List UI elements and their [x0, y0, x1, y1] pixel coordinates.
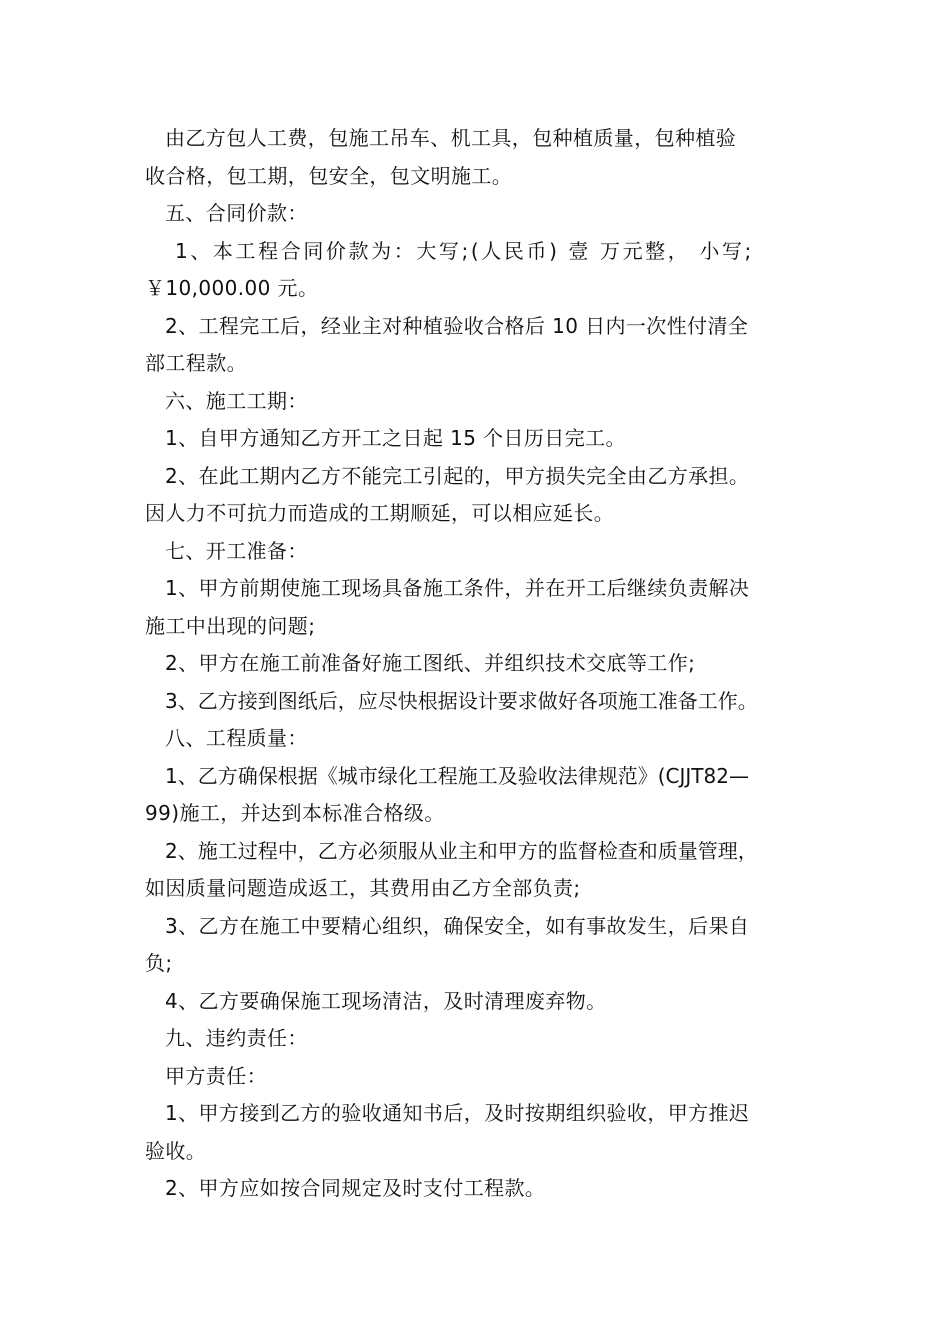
text-line: ￥10,000.00 元。	[145, 276, 319, 300]
text-line: 4、乙方要确保施工现场清洁，及时清理废弃物。	[165, 988, 607, 1013]
text-line: 3、乙方接到图纸后，应尽快根据设计要求做好各项施工准备工作。	[165, 688, 758, 713]
section-heading-liability: 九、违约责任：	[165, 1026, 308, 1050]
text-line: 收合格，包工期，包安全，包文明施工。	[145, 163, 513, 188]
subheading-party-a-responsibility: 甲方责任：	[165, 1063, 267, 1088]
section-heading-contract-price: 五、合同价款：	[165, 201, 308, 225]
text-line: 2、甲方应如按合同规定及时支付工程款。	[165, 1176, 546, 1200]
text-line: 如因质量问题造成返工，其费用由乙方全部负责;	[145, 876, 581, 900]
text-line: 由乙方包人工费，包施工吊车、机工具，包种植质量，包种植验	[165, 126, 737, 150]
text-line: 1、甲方接到乙方的验收通知书后，及时按期组织验收，甲方推迟	[165, 1101, 750, 1125]
section-heading-construction-period: 六、施工工期：	[165, 388, 308, 413]
text-line: 负;	[145, 951, 173, 975]
section-heading-quality: 八、工程质量：	[165, 726, 308, 750]
text-line: 2、工程完工后，经业主对种植验收合格后 10 日内一次性付清全	[165, 313, 749, 338]
text-line: 2、施工过程中，乙方必须服从业主和甲方的监督检查和质量管理，	[165, 838, 758, 863]
text-line: 99)施工，并达到本标准合格级。	[145, 801, 445, 825]
text-line: 部工程款。	[145, 351, 247, 375]
text-line: 1、甲方前期使施工现场具备施工条件，并在开工后继续负责解决	[165, 576, 750, 600]
document-body	[145, 120, 810, 1208]
text-line: 1、本工程合同价款为：大写;(人民币) 壹 万元整， 小写;	[175, 238, 754, 263]
text-line: 施工中出现的问题;	[145, 613, 316, 638]
section-heading-preparation: 七、开工准备：	[165, 538, 308, 563]
text-line: 验收。	[145, 1138, 207, 1163]
text-line: 2、在此工期内乙方不能完工引起的，甲方损失完全由乙方承担。	[165, 463, 750, 488]
text-line: 3、乙方在施工中要精心组织，确保安全，如有事故发生，后果自	[165, 913, 750, 938]
text-line: 1、乙方确保根据《城市绿化工程施工及验收法律规范》(CJJT82—	[165, 763, 749, 788]
text-line: 1、自甲方通知乙方开工之日起 15 个日历日完工。	[165, 426, 626, 450]
text-line: 2、甲方在施工前准备好施工图纸、并组织技术交底等工作;	[165, 651, 696, 675]
text-line: 因人力不可抗力而造成的工期顺延，可以相应延长。	[145, 501, 615, 525]
